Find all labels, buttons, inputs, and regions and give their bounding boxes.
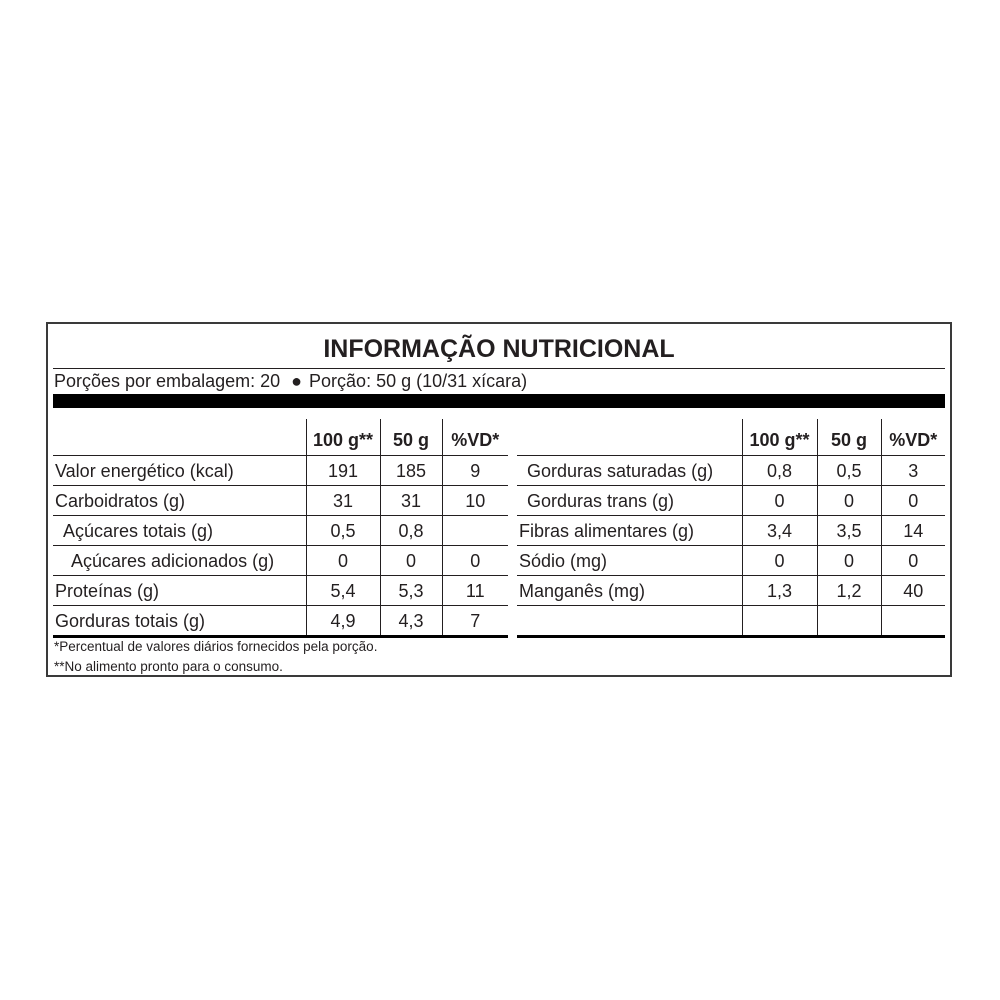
nutrient-name: Gorduras trans (g): [517, 486, 742, 516]
header-vd: %VD*: [881, 419, 945, 456]
portions-line: [54, 370, 527, 392]
value-50g: 0: [817, 546, 881, 576]
nutrient-name: Gorduras totais (g): [53, 606, 306, 637]
value-vd: 9: [442, 456, 508, 486]
value-100g: 191: [306, 456, 380, 486]
value-100g: 0: [306, 546, 380, 576]
value-vd: 0: [881, 546, 945, 576]
footnote-ready-to-eat: **No alimento pronto para o consumo.: [54, 659, 283, 674]
nutrient-name: [517, 606, 742, 637]
value-vd: 14: [881, 516, 945, 546]
value-50g: 4,3: [380, 606, 442, 637]
nutrient-table-right: [517, 419, 945, 638]
value-vd: [442, 516, 508, 546]
label-title: INFORMAÇÃO NUTRICIONAL: [323, 335, 675, 363]
header-blank: [53, 419, 306, 456]
value-vd: 0: [442, 546, 508, 576]
table-row: [53, 576, 508, 606]
value-vd: 3: [881, 456, 945, 486]
nutrient-name: Sódio (mg): [517, 546, 742, 576]
value-50g: 3,5: [817, 516, 881, 546]
value-50g: 31: [380, 486, 442, 516]
value-50g: 1,2: [817, 576, 881, 606]
nutrient-name: Gorduras saturadas (g): [517, 456, 742, 486]
value-100g: 0: [742, 486, 817, 516]
value-100g: 0: [742, 546, 817, 576]
thick-divider-bar: [53, 394, 945, 408]
footnotes: [54, 637, 377, 677]
value-100g: 3,4: [742, 516, 817, 546]
value-vd: [881, 606, 945, 637]
value-vd: 0: [881, 486, 945, 516]
header-vd: %VD*: [442, 419, 508, 456]
header-50g: 50 g: [380, 419, 442, 456]
table-row: [517, 546, 945, 576]
portion-size: Porção: 50 g (10/31 xícara): [309, 371, 528, 391]
footnote-vd: *Percentual de valores diários fornecidos pela porção.: [54, 639, 378, 654]
value-50g: 0,5: [817, 456, 881, 486]
table-row: [517, 486, 945, 516]
value-vd: 40: [881, 576, 945, 606]
nutrient-name: Açúcares totais (g): [53, 516, 306, 546]
value-50g: 185: [380, 456, 442, 486]
value-100g: 0,5: [306, 516, 380, 546]
value-100g: 1,3: [742, 576, 817, 606]
value-100g: 31: [306, 486, 380, 516]
nutrient-table-left: [53, 419, 508, 638]
table-header-row: [53, 419, 508, 456]
table-row: [53, 456, 508, 486]
value-vd: 11: [442, 576, 508, 606]
nutrient-name: Valor energético (kcal): [53, 456, 306, 486]
portions-per-package: Porções por embalagem: 20: [54, 371, 281, 391]
value-50g: 5,3: [380, 576, 442, 606]
nutrient-name: Manganês (mg): [517, 576, 742, 606]
table-row: [517, 576, 945, 606]
table-row: [53, 546, 508, 576]
table-header-row: [517, 419, 945, 456]
nutrient-name: Carboidratos (g): [53, 486, 306, 516]
table-row: [517, 456, 945, 486]
header-50g: 50 g: [817, 419, 881, 456]
value-100g: 5,4: [306, 576, 380, 606]
value-100g: [742, 606, 817, 637]
header-blank: [517, 419, 742, 456]
value-100g: 0,8: [742, 456, 817, 486]
nutrient-name: Açúcares adicionados (g): [53, 546, 306, 576]
table-row: [517, 606, 945, 637]
value-50g: [817, 606, 881, 637]
header-100g: 100 g**: [306, 419, 380, 456]
table-row: [53, 606, 508, 637]
nutrient-name: Proteínas (g): [53, 576, 306, 606]
bullet-separator: ●: [291, 371, 303, 391]
value-vd: 10: [442, 486, 508, 516]
value-50g: 0,8: [380, 516, 442, 546]
nutrient-name: Fibras alimentares (g): [517, 516, 742, 546]
table-row: [517, 516, 945, 546]
value-vd: 7: [442, 606, 508, 637]
value-50g: 0: [380, 546, 442, 576]
value-50g: 0: [817, 486, 881, 516]
nutrition-facts-label: [46, 322, 952, 677]
header-100g: 100 g**: [742, 419, 817, 456]
table-row: [53, 486, 508, 516]
table-row: [53, 516, 508, 546]
title-divider: [53, 368, 945, 369]
value-100g: 4,9: [306, 606, 380, 637]
